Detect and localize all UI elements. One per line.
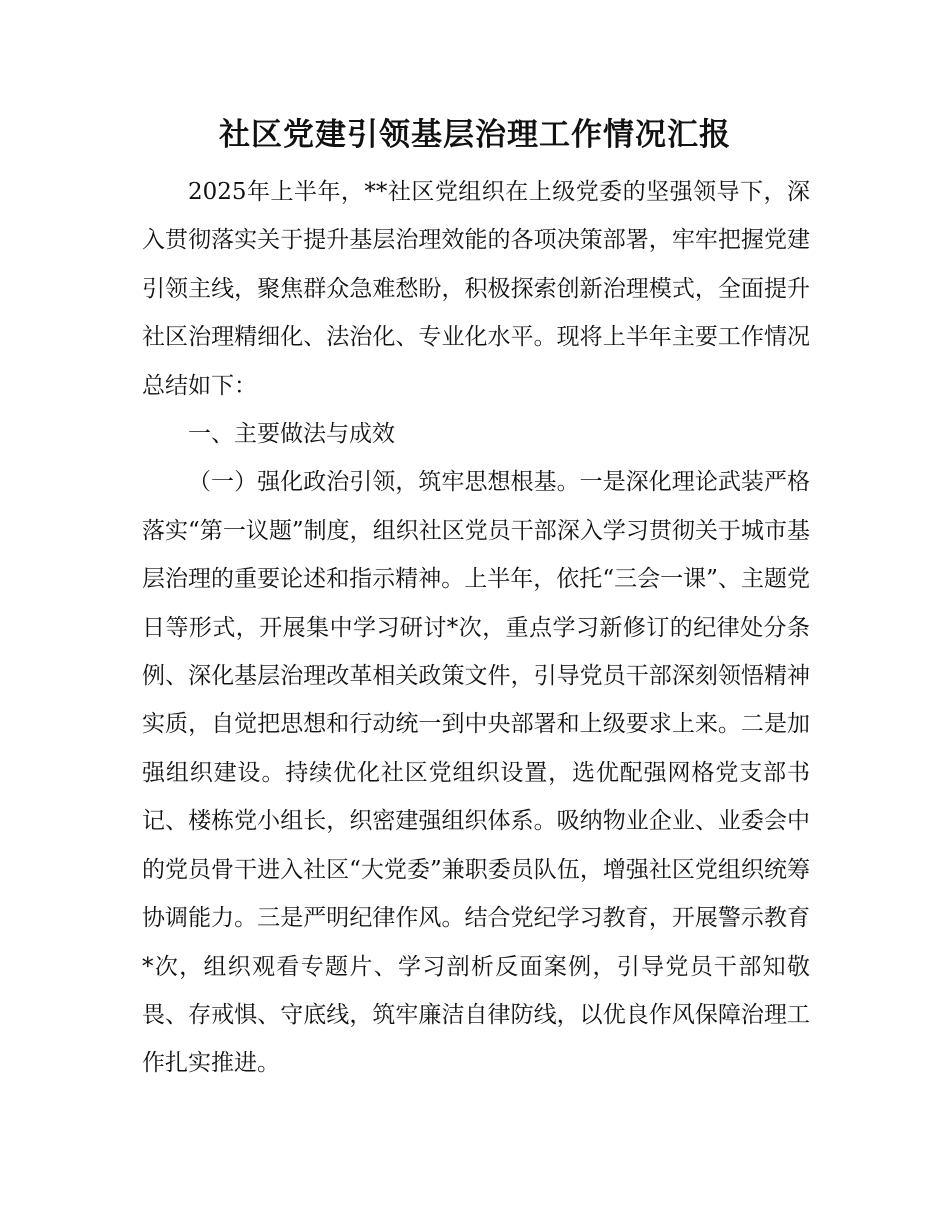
intro-paragraph: 2025年上半年，**社区党组织在上级党委的坚强领导下，深入贯彻落实关于提升基层治理效能的各项决策部署，牢牢把握党建引领主线，聚焦群众急难愁盼，积极探索创新治理模式，全面提升社区治理精细化、法治化、专业化水平。现将上半年主要工作情况总结如下： <box>142 179 810 399</box>
document-title: 社区党建引领基层治理工作情况汇报 <box>219 117 731 153</box>
section-heading: 一、主要做法与成效 <box>188 421 395 448</box>
body-paragraph: （一）强化政治引领，筑牢思想根基。一是深化理论武装严格落实“第一议题”制度，组织社区党员干部深入学习贯彻关于城市基层治理的重要论述和指示精神。上半年，依托“三会一课”、主题党日等形式，开展集中学习研讨*次，重点学习新修订的纪律处分条例、深化基层治理改革相关政策文件，引导党员干部深刻领悟精神实质，自觉把思想和行动统一到中央部署和上级要求上来。二是加强组织建设。持续优化社区党组织设置，选优配强网格党支部书记、楼栋党小组长，织密建强组织体系。吸纳物业企业、业委会中的党员骨干进入社区“大党委”兼职委员队伍，增强社区党组织统筹协调能力。三是严明纪律作风。结合党纪学习教育，开展警示教育*次，组织观看专题片、学习剖析反面案例，引导党员干部知敬畏、存戒惧、守底线，筑牢廉洁自律防线，以优良作风保障治理工作扎实推进。 <box>142 469 810 1077</box>
document-body <box>142 168 810 1088</box>
